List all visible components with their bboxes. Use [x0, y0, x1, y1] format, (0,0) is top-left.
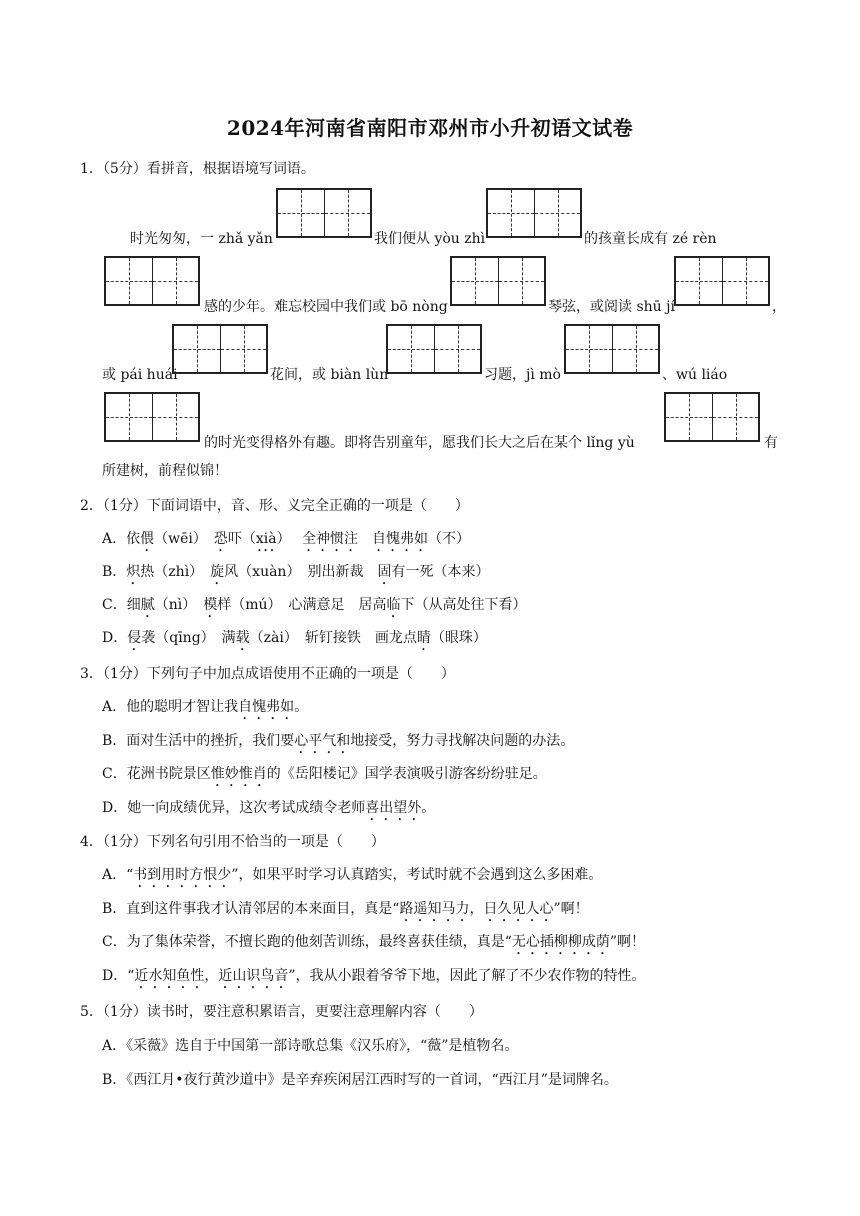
- q1-text-10: 、wú liáo: [662, 367, 728, 383]
- answer-grid-zeren[interactable]: [104, 256, 200, 306]
- q3-option-c[interactable]: C．花洲书院景区惟妙惟肖的《岳阳楼记》国学表演吸引游客纷纷驻足。: [102, 766, 547, 782]
- q2-option-c[interactable]: C．细腻（nì） 模样（mú） 心满意足 居高临下（从高处往下看）: [102, 597, 527, 613]
- question-2-heading: 2．（1分）下面词语中，音、形、义完全正确的一项是（ ）: [80, 498, 469, 514]
- q1-text-7: 或 pái huái: [102, 367, 178, 383]
- q1-text-6: ，: [772, 299, 786, 315]
- q1-text-1: 时光匆匆，一 zhǎ yǎn: [130, 231, 273, 247]
- q4-option-b[interactable]: B．直到这件事我才认清邻居的本来面目，真是“路遥知马力，日久见人心”啊！: [102, 901, 589, 917]
- question-3-heading: 3．（1分）下列句子中加点成语使用不正确的一项是（ ）: [80, 666, 455, 682]
- question-1-heading: 1．（5分）看拼音，根据语境写词语。: [80, 161, 315, 177]
- answer-grid-shuji[interactable]: [674, 256, 770, 306]
- answer-grid-jimo[interactable]: [564, 324, 660, 374]
- answer-grid-bianlun[interactable]: [386, 324, 482, 374]
- answer-grid-youzhi[interactable]: [486, 188, 582, 238]
- q4-option-a[interactable]: A．“书到用时方恨少”，如果平时学习认真踏实，考试时就不会遇到这么多困难。: [102, 867, 603, 883]
- q1-text-12: 有: [764, 435, 778, 451]
- q1-text-13: 所建树，前程似锦！: [102, 463, 228, 479]
- answer-grid-bonong[interactable]: [450, 256, 546, 306]
- q1-text-9: 习题，jì mò: [484, 367, 561, 383]
- answer-grid-zhayan[interactable]: [276, 188, 372, 238]
- page-title: 2024年河南省南阳市邓州市小升初语文试卷: [226, 116, 634, 140]
- answer-grid-wuliao[interactable]: [104, 392, 200, 442]
- q4-option-c[interactable]: C．为了集体荣誉，不擅长跑的他刻苦训练，最终喜获佳绩，真是“无心插柳柳成荫”啊！: [102, 934, 646, 950]
- q1-text-3: 的孩童长成有 zé rèn: [584, 231, 717, 247]
- answer-grid-paihuai[interactable]: [172, 324, 268, 374]
- q3-option-b[interactable]: B．面对生活中的挫折，我们要心平气和地接受，努力寻找解决问题的办法。: [102, 733, 575, 749]
- answer-grid-lingyu[interactable]: [664, 392, 760, 442]
- question-5-heading: 5．（1分）读书时，要注意积累语言，更要注意理解内容（ ）: [80, 1004, 483, 1020]
- q4-option-d[interactable]: D．“近水知鱼性，近山识鸟音”，我从小跟着爷爷下地，因此了解了不少农作物的特性。: [102, 968, 646, 984]
- q2-option-b[interactable]: B．炽热（zhì） 旋风（xuàn） 别出新裁 固有一死（本来）: [102, 564, 490, 580]
- q3-option-a[interactable]: A．他的聪明才智让我自愧弗如。: [102, 699, 309, 715]
- q5-option-b[interactable]: B．《西江月•夜行黄沙道中》是辛弃疾闲居江西时写的一首词，“西江月”是词牌名。: [102, 1072, 618, 1088]
- q1-text-11: 的时光变得格外有趣。即将告别童年，愿我们长大之后在某个 lǐng yù: [204, 435, 635, 451]
- q1-text-4: 感的少年。难忘校园中我们或 bō nòng: [204, 299, 448, 315]
- q1-text-5: 琴弦，或阅读 shū jí: [548, 299, 675, 315]
- q3-option-d[interactable]: D．她一向成绩优异，这次考试成绩令老师喜出望外。: [102, 800, 436, 816]
- q2-option-d[interactable]: D．侵袭（qīng） 满载（zài） 斩钉接铁 画龙点睛（眼珠）: [102, 630, 487, 646]
- q2-option-a[interactable]: A．依偎（wēi） 恐吓（xià） 全神惯注 自愧弗如（不）: [102, 531, 471, 547]
- q5-option-a[interactable]: A．《采薇》选自于中国第一部诗歌总集《汉乐府》，“薇”是植物名。: [102, 1038, 519, 1054]
- question-4-heading: 4．（1分）下列名句引用不恰当的一项是（ ）: [80, 834, 385, 850]
- q1-text-2: 我们便从 yòu zhì: [374, 231, 486, 247]
- q1-text-8: 花间，或 biàn lùn: [270, 367, 389, 383]
